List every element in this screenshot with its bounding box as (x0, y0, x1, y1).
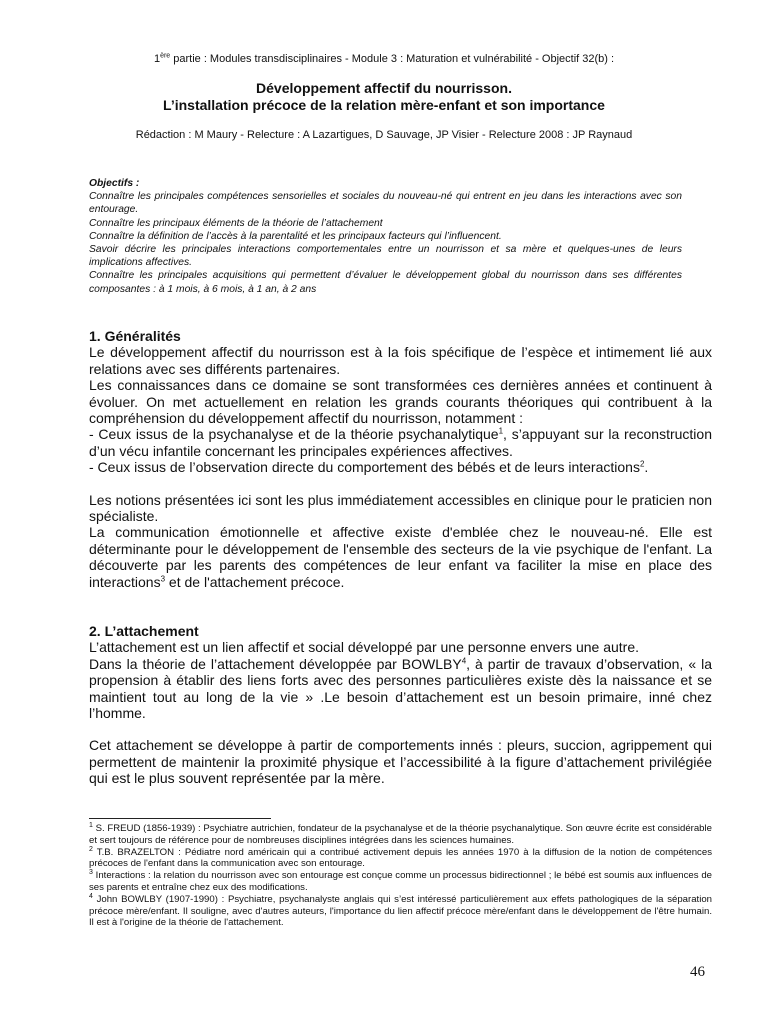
footnote-text: Interactions : la relation du nourrisson avec son entourage est conçue comme un processus bidirectionnel ; le bébé est soumis aux influences de ses parents et entraîne chez eux des modifications. (89, 870, 712, 893)
paragraph-text: La communication émotionnelle et affective existe d'emblée chez le nouveau-né. Elle est déterminante pour le développement de l'ensemble des secteurs de la vie psychique de l'enfant. La découverte par les parents des compétences de leur enfant va faciliter la mise en place des interactions (89, 524, 712, 590)
footnote-number: 3 (89, 869, 93, 876)
credits-line: Rédaction : M Maury - Relecture : A Lazartigues, D Sauvage, JP Visier - Relecture 2008 : JP Raynaud (135, 129, 633, 141)
footnote (89, 894, 712, 929)
paragraph-text: , s’appuyant sur la reconstruction d’un vécu infantile concernant les principales expériences affectives. (89, 426, 712, 459)
paragraph: L’attachement est un lien affectif et social développé par une personne envers une autre. (89, 639, 639, 656)
objective-item: Connaître les principales acquisitions qui permettent d’évaluer le développement global du nourrisson dans ses différentes composantes : à 1 mois, à 6 mois, à 1 an, à 2 ans (89, 270, 682, 295)
footnote-ref: 4 (461, 656, 467, 666)
objective-item: Connaître les principales compétences sensorielles et sociales du nouveau-né qui entrent en jeu dans les interactions avec son entourage. (89, 191, 682, 216)
paragraph: Les notions présentées ici sont les plus immédiatement accessibles en clinique pour le praticien non spécialiste. (89, 491, 712, 525)
paragraph: Cet attachement se développe à partir de comportements innés : pleurs, succion, agrippement qui permettent de maintenir la proximité physique et l’accessibilité à la figure d’attachement privilégiée qui est le plus souvent représentée par la mère. (89, 737, 712, 787)
document-title (0, 80, 768, 114)
footnote-text: S. FREUD (1856-1939) : Psychiatre autrichien, fondateur de la psychanalyse et de la théorie psychanalytique. Son œuvre écrite est considérable et sert toujours de référence pour de nombreuses disciplines intégrées dans les sciences humaines. (89, 823, 712, 846)
footnote-text: T.B. BRAZELTON : Pédiatre nord américain qui a contribué activement depuis les années 1970 à la diffusion de la notion de compétences précoces de l'enfant dans la communication avec son entourage. (89, 846, 712, 870)
section-generalites (89, 328, 712, 590)
header-line-text: partie : Modules transdisciplinaires - Module 3 : Maturation et vulnérabilité - Objectif 32(b) : (170, 53, 615, 65)
paragraph-text: Dans la théorie de l’attachement développée par BOWLBY (89, 655, 462, 672)
paragraph (89, 524, 712, 590)
footnote (89, 823, 712, 847)
title-line-2: L’installation précoce de la relation mère-enfant et son importance (163, 97, 605, 113)
page-number: 46 (690, 964, 705, 980)
paragraph: Les connaissances dans ce domaine se sont transformées ces dernières années et continuent à évoluer. On met actuellement en relation les grands courants théoriques qui contribuent à la compréhension du développement affectif du nourrisson, notamment : (89, 377, 712, 427)
footnote-separator (89, 818, 271, 819)
footnote-number: 1 (89, 821, 93, 829)
section-heading: 2. L’attachement (89, 623, 199, 639)
paragraph-text: , à partir de travaux d’observation, « la propension à établir des liens forts avec des personnes particulières existe dès la naissance et se maintient tout au long de la vie » .Le besoin d’attachement est un besoin primaire, inné chez l’homme. (89, 655, 712, 722)
paragraph-text: - Ceux issus de l’observation directe du comportement des bébés et de leurs interactions (89, 459, 640, 476)
footnote-text: John BOWLBY (1907-1990) : Psychiatre, psychanalyste anglais qui s’est intéressé particulièrement aux effets pathologiques de la séparation précoce mère/enfant. Il souligne, avec d'autres auteurs, l'importance du lien affectif précoce mère/enfant dans le développement de l'être humain. Il est à l'origine de la théorie de l'attachement. (89, 893, 712, 929)
objectives-block (89, 177, 682, 296)
paragraph-text: . (644, 459, 649, 476)
title-line-1: Développement affectif du nourrisson. (256, 80, 512, 96)
footnote-ref: 1 (498, 426, 504, 436)
running-header (0, 52, 768, 66)
paragraph (89, 459, 712, 475)
objectives-heading: Objectifs : (89, 178, 140, 189)
section-attachement (89, 623, 712, 787)
header-part-ordinal: 1 (153, 53, 161, 65)
paragraph-text: - Ceux issus de la psychanalyse et de la théorie psychanalytique (89, 426, 499, 443)
footnote-ref: 3 (160, 574, 166, 584)
paragraph (89, 656, 712, 722)
footnote-ref: 2 (639, 459, 645, 469)
objective-item: Connaître les principaux éléments de la théorie de l’attachement (89, 217, 383, 229)
objective-item: Savoir décrire les principales interactions comportementales entre un nourrisson et sa mère et quelques-unes de leurs implications affectives. (89, 244, 682, 269)
footnotes-block (89, 823, 712, 929)
paragraph (89, 426, 712, 459)
paragraph: Le développement affectif du nourrisson est à la fois spécifique de l’espèce et intimement lié aux relations avec ses différents partenaires. (89, 344, 712, 377)
header-part-suffix: ère (160, 52, 171, 60)
footnote (89, 847, 712, 871)
objective-item: Connaître la définition de l’accès à la parentalité et les principaux facteurs qui l’influencent. (89, 230, 502, 242)
footnote-number: 4 (89, 892, 93, 900)
footnote (89, 870, 712, 894)
section-heading: 1. Généralités (89, 328, 181, 344)
paragraph-text: et de l'attachement précoce. (165, 573, 345, 590)
footnote-number: 2 (89, 845, 93, 853)
